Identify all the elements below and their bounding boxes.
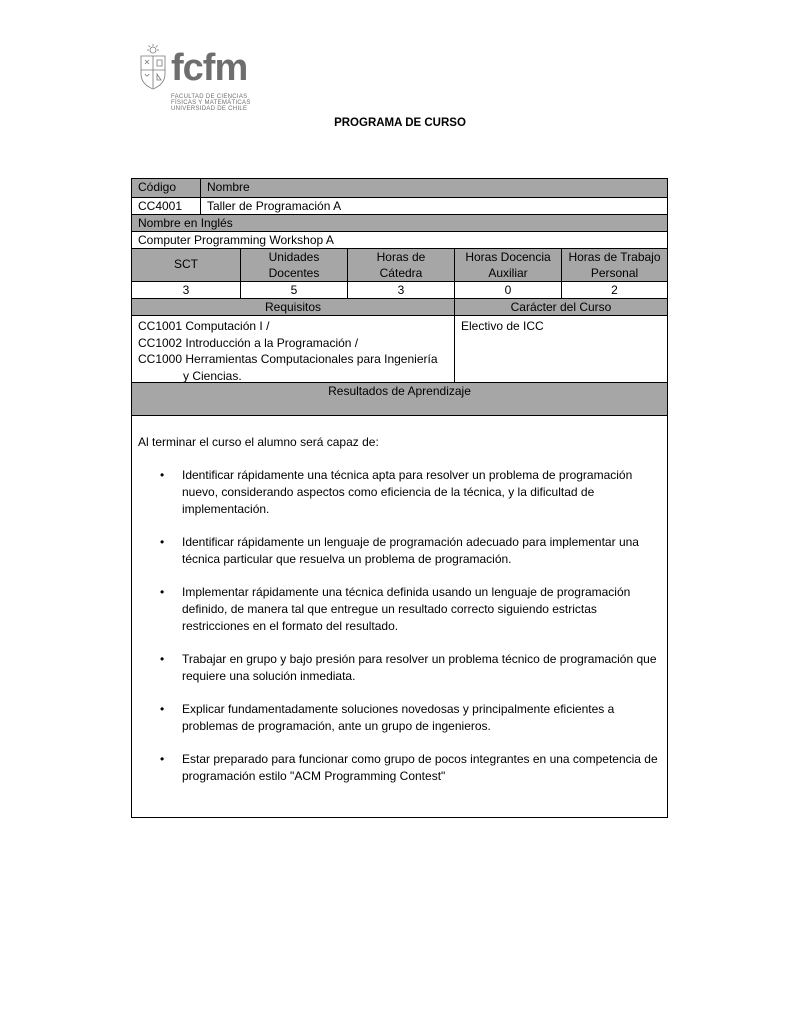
code-label: Código xyxy=(138,180,177,194)
credits-header: Unidades Docentes xyxy=(240,249,347,281)
results-row xyxy=(132,415,667,817)
fcfm-logo xyxy=(137,44,257,118)
fcfm-wordmark: fcfm xyxy=(171,47,248,89)
bullet-icon: • xyxy=(160,585,165,599)
requirement-item: CC1002 Introducción a la Programación / xyxy=(138,335,359,350)
bullet-icon: • xyxy=(160,652,165,666)
bullet-icon: • xyxy=(160,752,165,766)
requirement-item: CC1001 Computación I / xyxy=(138,319,270,333)
credits-header: Horas de Cátedra xyxy=(347,249,454,281)
list-item: • Explicar fundamentadamente soluciones novedosas y principalmente eficientes a problemas de programación, ante un grupo de ingenieros. xyxy=(160,702,615,733)
results-header-row xyxy=(132,382,667,415)
credits-values-row xyxy=(132,281,667,298)
results-intro: Al terminar el curso el alumno será capaz de: xyxy=(138,435,379,449)
credits-value: 2 xyxy=(561,282,667,298)
credits-header: Horas de Trabajo Personal xyxy=(561,249,667,281)
faculty-name: FACULTAD DE CIENCIAS FÍSICAS Y MATEMÁTICAS UNIVERSIDAD DE CHILE xyxy=(171,94,251,112)
bullet-icon: • xyxy=(160,702,165,716)
list-item: • Estar preparado para funcionar como grupo de pocos integrantes en una competencia de programación estilo "ACM Programming Contest" xyxy=(160,752,658,783)
credits-value: 3 xyxy=(182,283,190,297)
english-name-row xyxy=(132,231,667,248)
list-item: • Identificar rápidamente una técnica apta para resolver un problema de programación nuevo, considerando aspectos como eficiencia de la técnica, y la dificultad de implementación. xyxy=(160,468,633,516)
results-list xyxy=(154,467,662,801)
credits-header: SCT xyxy=(174,257,198,271)
requirements-header-row xyxy=(132,298,667,315)
credits-value: 0 xyxy=(454,282,561,298)
credits-header-row xyxy=(132,248,667,281)
results-label: Resultados de Aprendizaje xyxy=(328,384,471,398)
english-name: Computer Programming Workshop A xyxy=(138,233,334,247)
english-name-header-row xyxy=(132,214,667,231)
university-seal-icon xyxy=(137,44,169,90)
code-name-row xyxy=(132,197,667,214)
list-item: • Implementar rápidamente una técnica definida usando un lenguaje de programación definido, de manera tal que entregue un resultado correcto siguiendo estrictas restricciones en el formato del resultado. xyxy=(160,585,631,633)
bullet-icon: • xyxy=(160,468,165,482)
credits-value: 3 xyxy=(347,282,454,298)
character-label: Carácter del Curso xyxy=(454,299,667,315)
document-title: PROGRAMA DE CURSO xyxy=(334,117,466,129)
requirements-label: Requisitos xyxy=(264,300,322,314)
course-character: Electivo de ICC xyxy=(454,316,667,382)
bullet-icon: • xyxy=(160,535,165,549)
english-name-label: Nombre en Inglés xyxy=(138,216,233,230)
requirement-item: CC1000 Herramientas Computacionales para Ingeniería xyxy=(138,352,438,366)
list-item: • Identificar rápidamente un lenguaje de programación adecuado para implementar una técnica particular que resuelva un problema de programación. xyxy=(160,535,639,566)
requirements-list xyxy=(132,316,454,382)
course-name: Taller de Programación A xyxy=(200,198,667,214)
requirement-item: y Ciencias. xyxy=(183,368,242,382)
requirements-row xyxy=(132,315,667,382)
results-body xyxy=(132,416,667,817)
list-item: • Trabajar en grupo y bajo presión para resolver un problema técnico de programación que requiere una solución inmediata. xyxy=(160,652,657,683)
code-name-header-row xyxy=(132,179,667,197)
course-code: CC4001 xyxy=(138,199,183,213)
credits-value: 5 xyxy=(240,282,347,298)
course-program-table xyxy=(131,178,668,818)
name-label: Nombre xyxy=(200,179,667,197)
credits-header: Horas Docencia Auxiliar xyxy=(454,249,561,281)
